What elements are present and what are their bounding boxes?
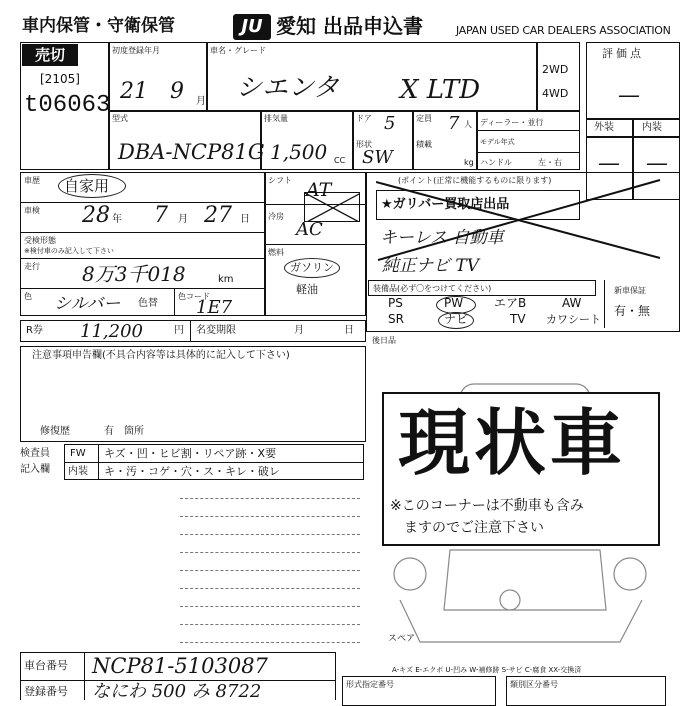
drive-2wd: 2WD	[542, 63, 569, 76]
spare-label: スペア	[388, 634, 416, 644]
repair-has: 有	[104, 426, 114, 437]
equip-pw: PW	[444, 296, 464, 310]
lot-code: [2105]	[40, 72, 80, 86]
car-history-label: 車歴	[24, 176, 40, 185]
model-year-label: モデル年式	[480, 138, 515, 146]
recycle-row	[20, 320, 366, 342]
point-note: (ポイント(正常に機能するものに限ります)	[398, 176, 552, 185]
model-label: 型式	[112, 114, 128, 123]
reg-label: 登録番号	[24, 685, 68, 698]
exterior-label: 外装	[594, 122, 614, 133]
inspector-interior-items: キ・汚・コゲ・穴・ス・キレ・破レ	[104, 465, 280, 478]
ju-logo-text: JU	[241, 16, 263, 37]
equipment-label: 装備品(必ず〇をつけてください)	[373, 284, 492, 293]
reg-number: なにわ 500 み 8722	[92, 681, 262, 702]
recycle-label: R券	[26, 325, 43, 336]
fuel-value: ガソリン	[290, 261, 334, 274]
inspector-fw-label: FW	[70, 448, 86, 459]
equip-ps: PS	[388, 296, 403, 310]
shape-label: 形状	[356, 140, 372, 149]
shape-value: SW	[362, 147, 393, 168]
drive-4wd: 4WD	[542, 87, 569, 100]
color-label: 色	[24, 292, 32, 301]
handle-label: ハンドル	[480, 158, 512, 167]
equip-airbag: エアB	[494, 296, 527, 310]
recycle-yen: 円	[174, 325, 184, 336]
genjo-note-1: ※このコーナーは不動車も含み	[390, 498, 584, 514]
score-label: 評価点	[602, 47, 644, 60]
damage-legend: A-キズ E-エクボ U-凹み W-補修跡 S-サビ C-腐食 XX-交換済	[392, 666, 582, 674]
inspection-day: 27	[204, 203, 232, 228]
ac-label: 冷房	[268, 212, 284, 221]
inspector-label-2: 記入欄	[20, 464, 50, 475]
inspection-label: 車検	[24, 206, 40, 215]
ju-logo	[233, 14, 271, 40]
load-label: 積載	[416, 140, 432, 149]
first-reg-month: 9	[170, 79, 184, 104]
repair-label: 修復歴	[40, 426, 70, 437]
repair-part: 箇所	[124, 426, 144, 437]
storage-label: 車内保管・守衛保管	[22, 16, 175, 36]
accepted-note: ※検付車のみ記入して下さい	[24, 247, 114, 255]
name-change-month: 月	[294, 325, 304, 336]
km-unit: km	[218, 274, 234, 285]
name-grade-label: 車名・グレード	[210, 46, 266, 55]
form-number-label: 形式指定番号	[346, 680, 394, 689]
fuel-other: 軽油	[296, 283, 318, 296]
gulliver-text: ★ガリバー買取店出品	[381, 197, 510, 212]
car-name: シエンタ	[236, 73, 339, 103]
first-reg-month-unit: 月	[196, 96, 206, 107]
warranty-value: 有・無	[614, 304, 651, 318]
inspection-day-unit: 日	[240, 214, 250, 225]
genjo-box	[382, 392, 660, 546]
mileage-value: 8万3千018	[82, 262, 186, 286]
doors-value: 5	[384, 113, 396, 134]
chassis-number: NCP81-5103087	[92, 654, 268, 678]
inspector-interior-label: 内装	[68, 466, 88, 477]
interior-label: 内装	[642, 122, 662, 133]
association-name: JAPAN USED CAR DEALERS ASSOCIATION	[456, 24, 671, 37]
inspection-year-unit: 年	[112, 214, 122, 225]
recycle-amount: 11,200	[80, 321, 143, 342]
name-change-label: 名変期限	[196, 325, 236, 336]
equipment-label-box	[368, 280, 596, 296]
color-swap-label: 色替	[138, 298, 158, 309]
color-value: シルバー	[54, 294, 121, 314]
inspector-fw-items: キズ・凹・ヒビ割・リペア跡・X要	[104, 447, 277, 460]
inspection-year: 28	[82, 203, 110, 228]
inspection-month: 7	[154, 203, 168, 228]
storage-label-box	[20, 12, 228, 40]
exterior-value: —	[598, 151, 620, 176]
handwritten-note-1: キーレス 自動車	[380, 228, 504, 248]
notes-title: 注意事項申告欄(不具合内容等は具体的に記入して下さい)	[32, 350, 290, 361]
doors-label: ドア	[356, 114, 372, 123]
car-history-value: 自家用	[64, 177, 110, 195]
displacement-value: 1,500	[270, 140, 328, 164]
dealer-label: ディーラー・並行	[480, 118, 544, 127]
genjo-title: 現状車	[398, 401, 627, 485]
lot-number: t06063	[24, 92, 111, 119]
later-label: 後日品	[372, 336, 396, 345]
shift-value: AT	[306, 179, 332, 201]
equip-navi: ナビ	[444, 312, 469, 326]
fuel-label: 燃料	[268, 248, 284, 257]
strike-cross-icon	[376, 176, 666, 266]
mileage-label: 走行	[24, 262, 40, 271]
equip-kawaseat: カワシート	[546, 313, 601, 326]
form-title: 愛知 出品申込書	[276, 14, 423, 38]
capacity-unit: 人	[464, 120, 472, 129]
name-change-day: 日	[344, 325, 354, 336]
sold-badge-text: 売切	[34, 46, 65, 64]
capacity-label: 定員	[416, 114, 432, 123]
cc-unit: CC	[334, 156, 346, 165]
equip-aw: AW	[562, 296, 582, 310]
color-code-value: 1E7	[196, 297, 233, 318]
displacement-label: 排気量	[264, 114, 288, 123]
model-code: DBA-NCP81G	[118, 140, 265, 164]
inspection-month-unit: 月	[178, 214, 188, 225]
sold-badge	[22, 44, 78, 66]
first-reg-year: 21	[120, 79, 148, 104]
score-value: —	[618, 83, 640, 108]
handle-value: 左・右	[538, 158, 562, 167]
kg-unit: kg	[464, 158, 474, 167]
handwritten-note-2: 純正ナビ TV	[382, 256, 480, 276]
interior-value: —	[646, 151, 668, 176]
class-number-label: 類別区分番号	[510, 680, 558, 689]
inspector-label-1: 検査員	[20, 448, 50, 459]
first-reg-label: 初度登録年月	[112, 46, 160, 55]
chassis-label: 車台番号	[24, 659, 68, 672]
equip-sr: SR	[388, 312, 404, 326]
new-warranty-label: 新車保証	[614, 286, 646, 295]
color-code-label: 色コード	[178, 292, 210, 301]
ac-value: AC	[296, 219, 323, 240]
equip-tv: TV	[510, 312, 526, 326]
shift-label: シフト	[268, 176, 292, 185]
capacity-value: 7	[448, 113, 460, 134]
grade: X LTD	[400, 75, 481, 105]
accepted-label: 受検形態	[24, 236, 56, 245]
genjo-note-2: ますのでご注意下さい	[404, 520, 544, 536]
